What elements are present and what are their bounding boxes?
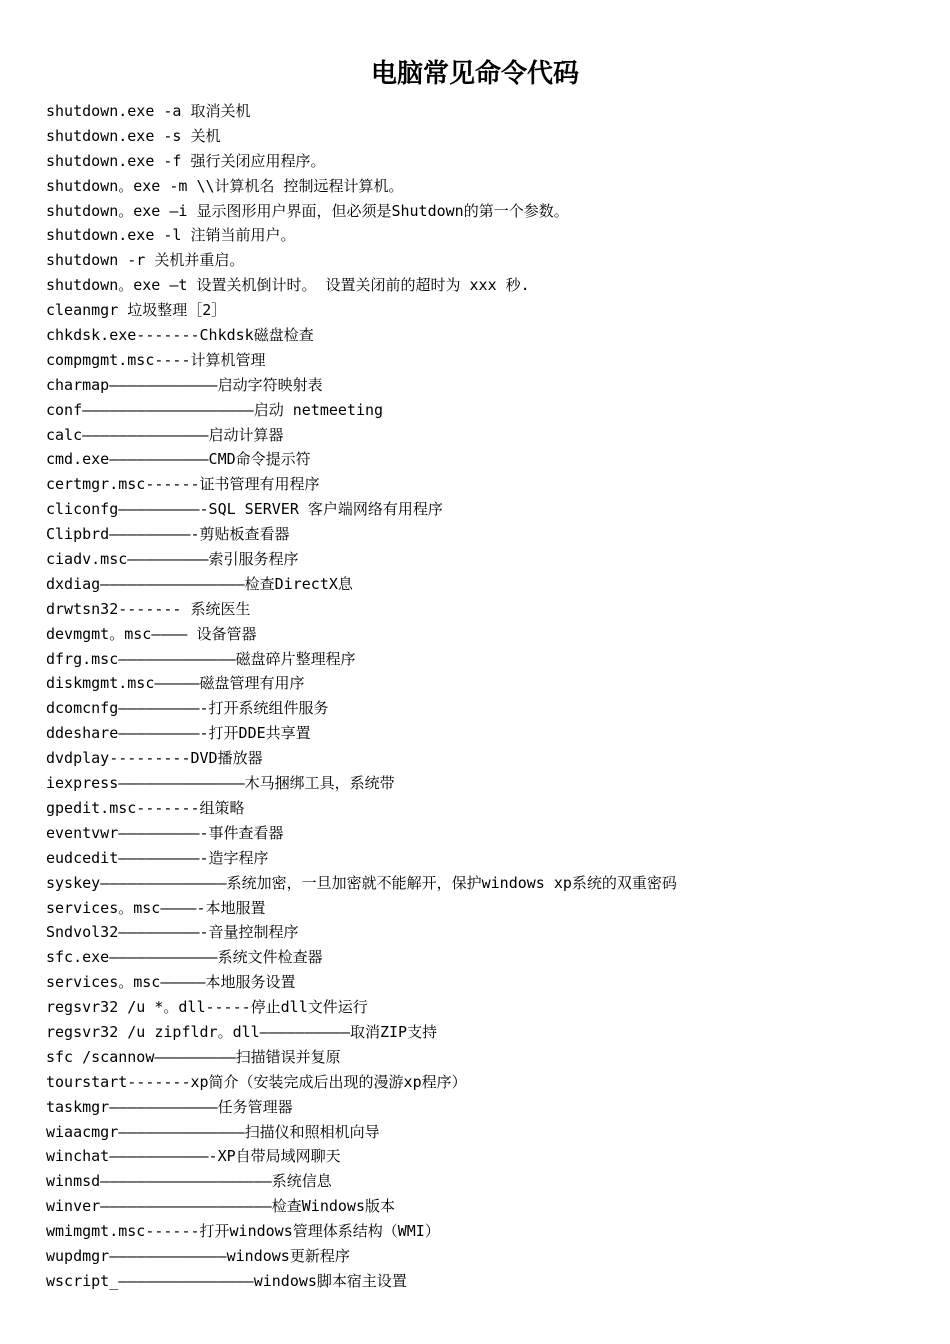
command-line: Clipbrd—————————-剪贴板查看器 — [46, 525, 290, 544]
command-line: ddeshare—————————-打开DDE共享置 — [46, 724, 311, 743]
command-line: taskmgr————————————任务管理器 — [46, 1097, 293, 1116]
command-line: dfrg.msc—————————————磁盘碎片整理程序 — [46, 649, 356, 668]
command-line: winver———————————————————检查Windows版本 — [46, 1197, 395, 1216]
command-line: shutdown。exe —t 设置关机倒计时。 设置关闭前的超时为 xxx 秒. — [46, 276, 530, 295]
command-line: wmimgmt.msc------打开windows管理体系结构（WMI） — [46, 1222, 440, 1241]
command-line: services。msc————-本地服置 — [46, 898, 266, 917]
command-line: shutdown -r 关机并重启。 — [46, 251, 245, 270]
command-line: dvdplay---------DVD播放器 — [46, 749, 263, 768]
command-line: ciadv.msc—————————索引服务程序 — [46, 550, 299, 569]
command-line: winmsd———————————————————系统信息 — [46, 1172, 332, 1191]
command-line: dcomcnfg—————————-打开系统组件服务 — [46, 699, 329, 718]
command-line: cliconfg—————————-SQL SERVER 客户端网络有用程序 — [46, 500, 443, 519]
command-line: eventvwr—————————-事件查看器 — [46, 823, 284, 842]
command-line: shutdown.exe -f 强行关闭应用程序。 — [46, 151, 326, 170]
command-line: drwtsn32------- 系统医生 — [46, 599, 251, 618]
command-line: services。msc—————本地服务设置 — [46, 973, 296, 992]
command-line: wscript_———————————————windows脚本宿主设置 — [46, 1271, 407, 1290]
command-line: certmgr.msc------证书管理有用程序 — [46, 475, 320, 494]
command-line: sfc /scannow—————————扫描错误并复原 — [46, 1047, 341, 1066]
command-line: compmgmt.msc----计算机管理 — [46, 350, 266, 369]
command-line: shutdown。exe —i 显示图形用户界面，但必须是Shutdown的第一个参数。 — [46, 201, 569, 220]
document-title: 电脑常见命令代码 — [370, 59, 579, 89]
command-line: shutdown。exe -m \\计算机名 控制远程计算机。 — [46, 176, 404, 195]
command-line: syskey——————————————系统加密，一旦加密就不能解开，保护windows xp系统的双重密码 — [46, 873, 677, 892]
command-line: winchat———————————-XP自带局域网聊天 — [46, 1147, 341, 1166]
command-line: iexpress——————————————木马捆绑工具，系统带 — [46, 774, 395, 793]
command-line: sfc.exe————————————系统文件检查器 — [46, 948, 323, 967]
command-line: regsvr32 /u *。dll-----停止dll文件运行 — [46, 998, 368, 1017]
command-line: regsvr32 /u zipfldr。dll——————————取消ZIP支持 — [46, 1022, 438, 1041]
command-line: calc——————————————启动计算器 — [46, 425, 284, 444]
command-line: wupdmgr—————————————windows更新程序 — [46, 1246, 350, 1265]
command-list — [46, 99, 926, 1294]
command-line: conf———————————————————启动 netmeeting — [46, 400, 384, 419]
command-line: diskmgmt.msc—————磁盘管理有用序 — [46, 674, 305, 693]
command-line: charmap————————————启动字符映射表 — [46, 375, 323, 394]
command-line: dxdiag————————————————检查DirectX息 — [46, 574, 353, 593]
command-line: devmgmt。msc———— 设备管器 — [46, 624, 257, 643]
command-line: chkdsk.exe-------Chkdsk磁盘检查 — [46, 326, 314, 345]
command-line: Sndvol32—————————-音量控制程序 — [46, 923, 299, 942]
command-line: cleanmgr 垃圾整理［2］ — [46, 301, 227, 320]
command-line: shutdown.exe -s 关机 — [46, 126, 221, 145]
command-line: shutdown.exe -a 取消关机 — [46, 102, 251, 120]
command-line: shutdown.exe -l 注销当前用户。 — [46, 226, 296, 245]
command-line: cmd.exe———————————CMD命令提示符 — [46, 450, 311, 469]
command-line: tourstart-------xp简介（安装完成后出现的漫游xp程序） — [46, 1072, 467, 1091]
command-line: eudcedit—————————-造字程序 — [46, 848, 269, 867]
command-line: wiaacmgr——————————————扫描仪和照相机向导 — [46, 1122, 380, 1141]
command-line: gpedit.msc-------组策略 — [46, 798, 245, 817]
